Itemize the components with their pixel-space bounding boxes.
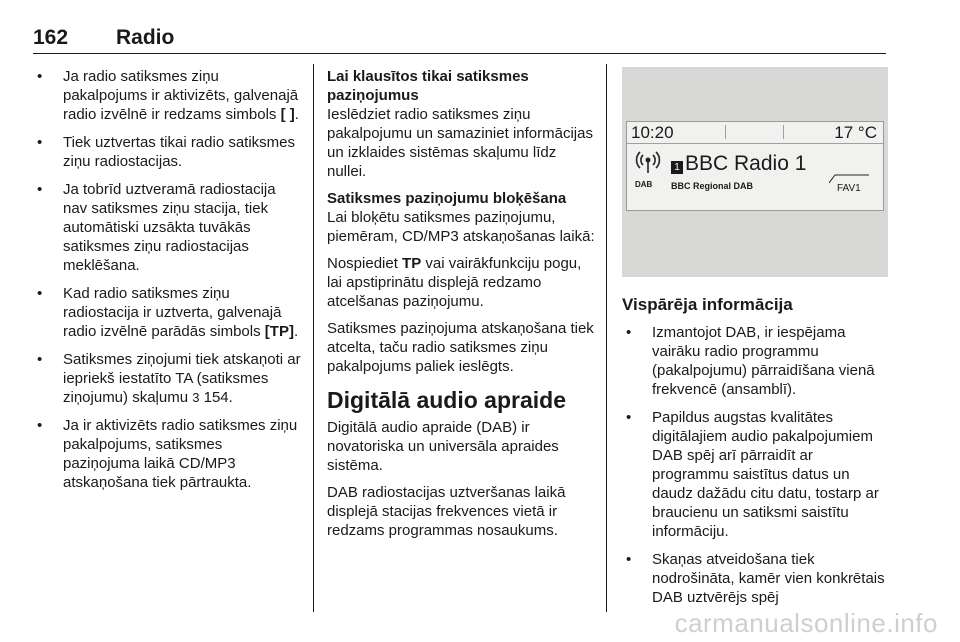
list-item: • Izmantojot DAB, ir iespējama vairāku radio programmu (pakalpojumu) pārraidīšana vienā frekvencē (ansamblī). — [622, 323, 888, 399]
paragraph: Lai bloķētu satiksmes paziņojumu, piemēram, CD/MP3 atskaņošanas laikā: — [327, 209, 595, 245]
bullet-list — [622, 323, 888, 607]
favourites-label: FAV1 — [837, 183, 861, 194]
paragraph: Satiksmes paziņojuma atskaņošana tiek atcelta, taču radio satiksmes ziņu pakalpojums paliek ieslēgts. — [327, 320, 594, 375]
preset-number: 1 — [671, 161, 683, 174]
column-left — [33, 67, 301, 501]
list-item: • Ja radio satiksmes ziņu pakalpojums ir aktivizēts, galvenajā radio izvēlnē ir redzams simbols [ ]. — [33, 67, 301, 124]
subheading-traffic-block: Satiksmes paziņojumu bloķēšana — [327, 190, 567, 207]
list-item: • Satiksmes ziņojumi tiek atskaņoti ar iepriekš iestatīto TA (satiksmes ziņojumu) skaļumu 3 154. — [33, 350, 301, 407]
page-header — [33, 20, 886, 54]
column-right — [622, 67, 888, 616]
dab-antenna-icon — [635, 149, 665, 189]
section-heading-dab: Digitālā audio apraide — [327, 387, 566, 413]
paragraph: Ieslēdziet radio satiksmes ziņu pakalpojumu un samaziniet informācijas un izklaides sistēmas skaļumu līdz nullei. — [327, 106, 593, 180]
bullet-list — [33, 67, 301, 492]
status-bar — [627, 122, 883, 144]
page-number: 162 — [33, 26, 69, 49]
section-title: Radio — [116, 26, 175, 49]
paragraph: Digitālā audio apraide (DAB) ir novatoriska un universāla apraides sistēma. — [327, 419, 559, 474]
list-item: • Skaņas atveidošana tiek nodrošināta, kamēr vien konkrētais DAB uztvērējs spēj — [622, 550, 888, 607]
paragraph: Nospiediet TP vai vairākfunkciju pogu, lai apstiprinātu displejā redzamo atcelšanas paziņojumu. — [327, 255, 582, 310]
display-screen — [626, 121, 884, 211]
list-item: • Ja tobrīd uztveramā radiostacija nav satiksmes ziņu stacija, tiek automātiski uzsākta tuvākās satiksmes ziņu radiostacijas meklēšana. — [33, 180, 301, 275]
temperature: 17 °C — [834, 123, 877, 142]
clock: 10:20 — [631, 123, 674, 142]
page-ref-arrow-icon: 3 — [192, 390, 200, 405]
station-ensemble: BBC Regional DAB — [671, 181, 754, 191]
column-middle — [327, 67, 595, 548]
dab-label: DAB — [635, 180, 653, 189]
station-name: BBC Radio 1 — [685, 152, 807, 175]
list-item: • Kad radio satiksmes ziņu radiostacija ir uztverta, galvenajā radio izvēlnē parādās simbols [TP]. — [33, 284, 301, 341]
column-divider-right — [606, 64, 607, 612]
watermark: carmanualsonline.info — [674, 608, 938, 638]
subheading-traffic-only: Lai klausītos tikai satiksmes paziņojumus — [327, 68, 529, 104]
subheading-general-info: Vispārēja informācija — [622, 295, 793, 314]
list-item: • Papildus augstas kvalitātes digitālajiem audio pakalpojumiem DAB spēj arī pārraidīt ar programmu saistītus datus un daudz dažādu citu datu, tostarp ar braucienu un satiksmi saistītu informāciju. — [622, 408, 888, 541]
list-item: • Ja ir aktivizēts radio satiksmes ziņu pakalpojums, satiksmes paziņojuma laikā CD/MP3 atskaņošana tiek pārtraukta. — [33, 416, 301, 492]
column-divider-left — [313, 64, 314, 612]
paragraph: DAB radiostacijas uztveršanas laikā displejā stacijas frekvences vietā ir redzams programmas nosaukums. — [327, 484, 566, 539]
list-item: • Tiek uztvertas tikai radio satiksmes ziņu radiostacijas. — [33, 133, 301, 171]
radio-display-illustration — [622, 67, 888, 277]
